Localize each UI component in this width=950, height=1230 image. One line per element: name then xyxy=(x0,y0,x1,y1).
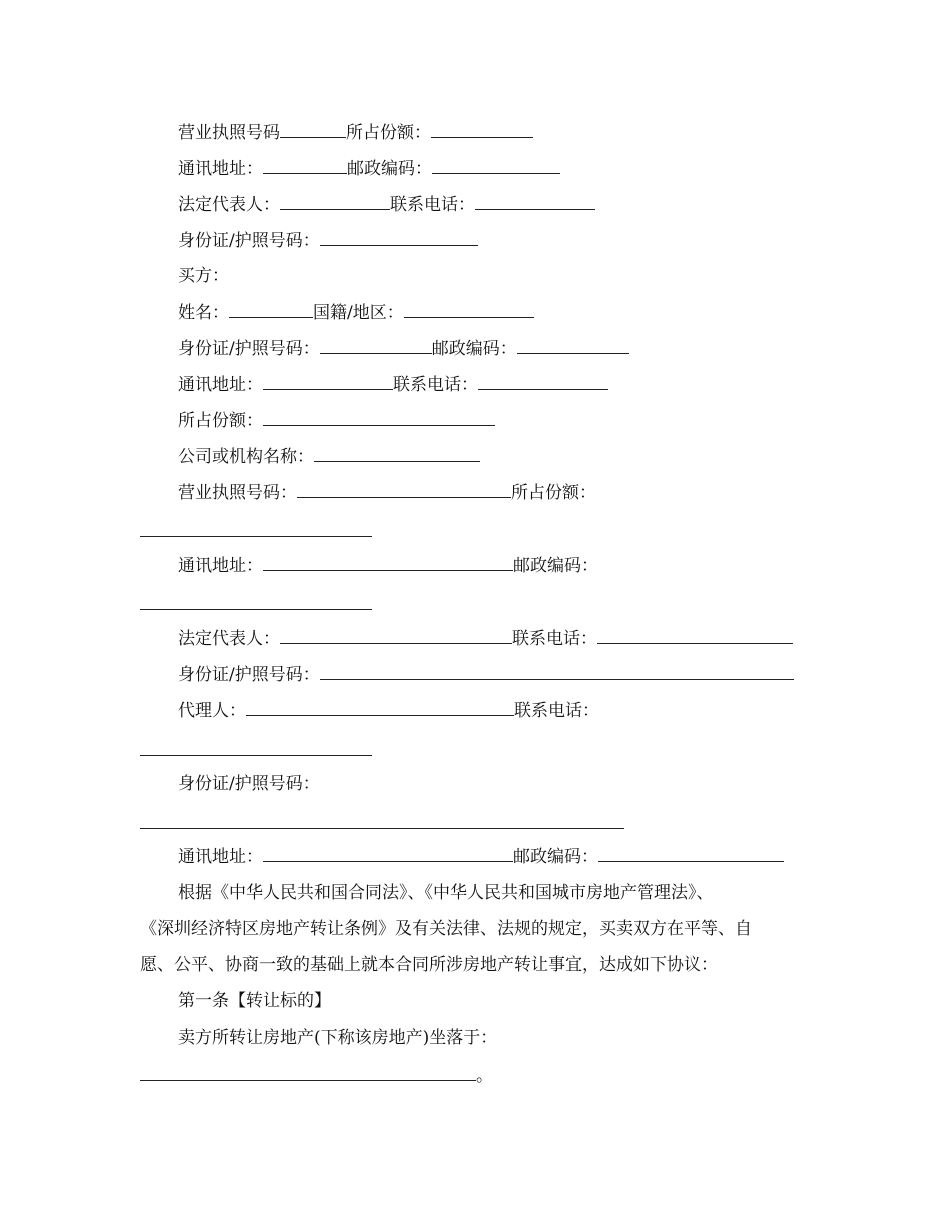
buyer-license-blank[interactable] xyxy=(297,481,511,498)
buyer-share-row xyxy=(178,409,495,432)
seller-postcode-label: 邮政编码： xyxy=(347,159,432,179)
buyer-address-row-2 xyxy=(178,554,598,577)
seller-phone-label: 联系电话： xyxy=(390,195,475,215)
buyer-share-label-2: 所占份额： xyxy=(511,483,596,503)
seller-address-label: 通讯地址： xyxy=(178,159,263,179)
buyer-legal-rep-row xyxy=(178,627,793,650)
agent-row xyxy=(178,699,599,722)
article1-text: 卖方所转让房地产(下称该房地产)坐落于： xyxy=(178,1028,498,1048)
buyer-name-row xyxy=(178,301,534,324)
buyer-company-row xyxy=(178,445,480,468)
seller-id-blank[interactable] xyxy=(320,229,478,246)
buyer-license-row xyxy=(178,481,596,504)
buyer-share-blank-2[interactable] xyxy=(140,536,372,537)
location-row xyxy=(140,1064,493,1087)
buyer-address-blank[interactable] xyxy=(263,373,393,390)
seller-legal-rep-blank[interactable] xyxy=(280,193,390,210)
para1-line1: 根据《中华人民共和国合同法》、《中华人民共和国城市房地产管理法》、 xyxy=(178,883,714,903)
buyer-legal-rep-label: 法定代表人： xyxy=(178,629,280,649)
buyer-address-label: 通讯地址： xyxy=(178,375,263,395)
seller-license-blank[interactable] xyxy=(280,121,346,138)
agent-phone-blank[interactable] xyxy=(140,755,372,756)
seller-phone-blank[interactable] xyxy=(475,193,595,210)
buyer-address-blank-2[interactable] xyxy=(263,554,513,571)
agent-postcode-label: 邮政编码： xyxy=(513,847,598,867)
buyer-postcode-blank[interactable] xyxy=(517,337,629,354)
buyer-postcode-label: 邮政编码： xyxy=(431,339,517,359)
buyer-address-label-2: 通讯地址： xyxy=(178,556,263,576)
buyer-license-label: 营业执照号码： xyxy=(178,483,297,503)
seller-share-label: 所占份额： xyxy=(346,123,431,143)
article1-heading: 第一条【转让标的】 xyxy=(178,991,331,1011)
buyer-phone-blank[interactable] xyxy=(478,373,608,390)
seller-address-row xyxy=(178,157,560,180)
seller-postcode-blank[interactable] xyxy=(432,157,560,174)
buyer-heading: 买方： xyxy=(178,266,229,286)
buyer-name-label: 姓名： xyxy=(178,303,229,323)
buyer-postcode-blank-2[interactable] xyxy=(140,609,372,610)
seller-legal-rep-label: 法定代表人： xyxy=(178,195,280,215)
buyer-postcode-label-2: 邮政编码： xyxy=(513,556,598,576)
buyer-phone-blank-2[interactable] xyxy=(597,627,793,644)
buyer-id-blank[interactable] xyxy=(320,337,432,354)
agent-address-blank[interactable] xyxy=(263,845,513,862)
seller-license-row xyxy=(178,121,533,144)
buyer-company-label: 公司或机构名称： xyxy=(178,447,314,467)
buyer-address-row xyxy=(178,373,608,396)
buyer-id-label-2: 身份证/护照号码： xyxy=(178,665,320,685)
seller-id-row xyxy=(178,229,478,252)
agent-address-row xyxy=(178,845,784,868)
buyer-name-blank[interactable] xyxy=(229,301,313,318)
agent-address-label: 通讯地址： xyxy=(178,847,263,867)
buyer-legal-rep-blank[interactable] xyxy=(280,627,512,644)
seller-legal-rep-row xyxy=(178,193,595,216)
para1-line3: 愿、公平、协商一致的基础上就本合同所涉房地产转让事宜，达成如下协议： xyxy=(140,955,718,975)
agent-phone-label: 联系电话： xyxy=(514,701,599,721)
buyer-id-row xyxy=(178,337,629,360)
buyer-id-label: 身份证/护照号码： xyxy=(178,339,320,359)
buyer-share-blank[interactable] xyxy=(263,409,495,426)
agent-label: 代理人： xyxy=(178,701,246,721)
end-mark: 。 xyxy=(476,1066,493,1086)
agent-id-row xyxy=(178,773,320,795)
buyer-nationality-label: 国籍/地区： xyxy=(313,303,404,323)
buyer-id-blank-2[interactable] xyxy=(320,663,794,680)
buyer-id-row-2 xyxy=(178,663,794,686)
para1-line2: 《深圳经济特区房地产转让条例》及有关法律、法规的规定，买卖双方在平等、自 xyxy=(140,919,752,939)
seller-share-blank[interactable] xyxy=(431,121,533,138)
location-blank[interactable] xyxy=(140,1064,476,1081)
agent-id-blank[interactable] xyxy=(140,828,624,829)
seller-address-blank[interactable] xyxy=(263,157,347,174)
buyer-share-label: 所占份额： xyxy=(178,411,263,431)
buyer-company-blank[interactable] xyxy=(314,445,480,462)
seller-license-label: 营业执照号码 xyxy=(178,123,280,143)
buyer-nationality-blank[interactable] xyxy=(404,301,534,318)
seller-id-label: 身份证/护照号码： xyxy=(178,231,320,251)
agent-blank[interactable] xyxy=(246,699,514,716)
buyer-phone-label-2: 联系电话： xyxy=(512,629,597,649)
buyer-phone-label: 联系电话： xyxy=(393,375,478,395)
agent-id-label: 身份证/护照号码： xyxy=(178,774,320,794)
agent-postcode-blank[interactable] xyxy=(598,845,784,862)
